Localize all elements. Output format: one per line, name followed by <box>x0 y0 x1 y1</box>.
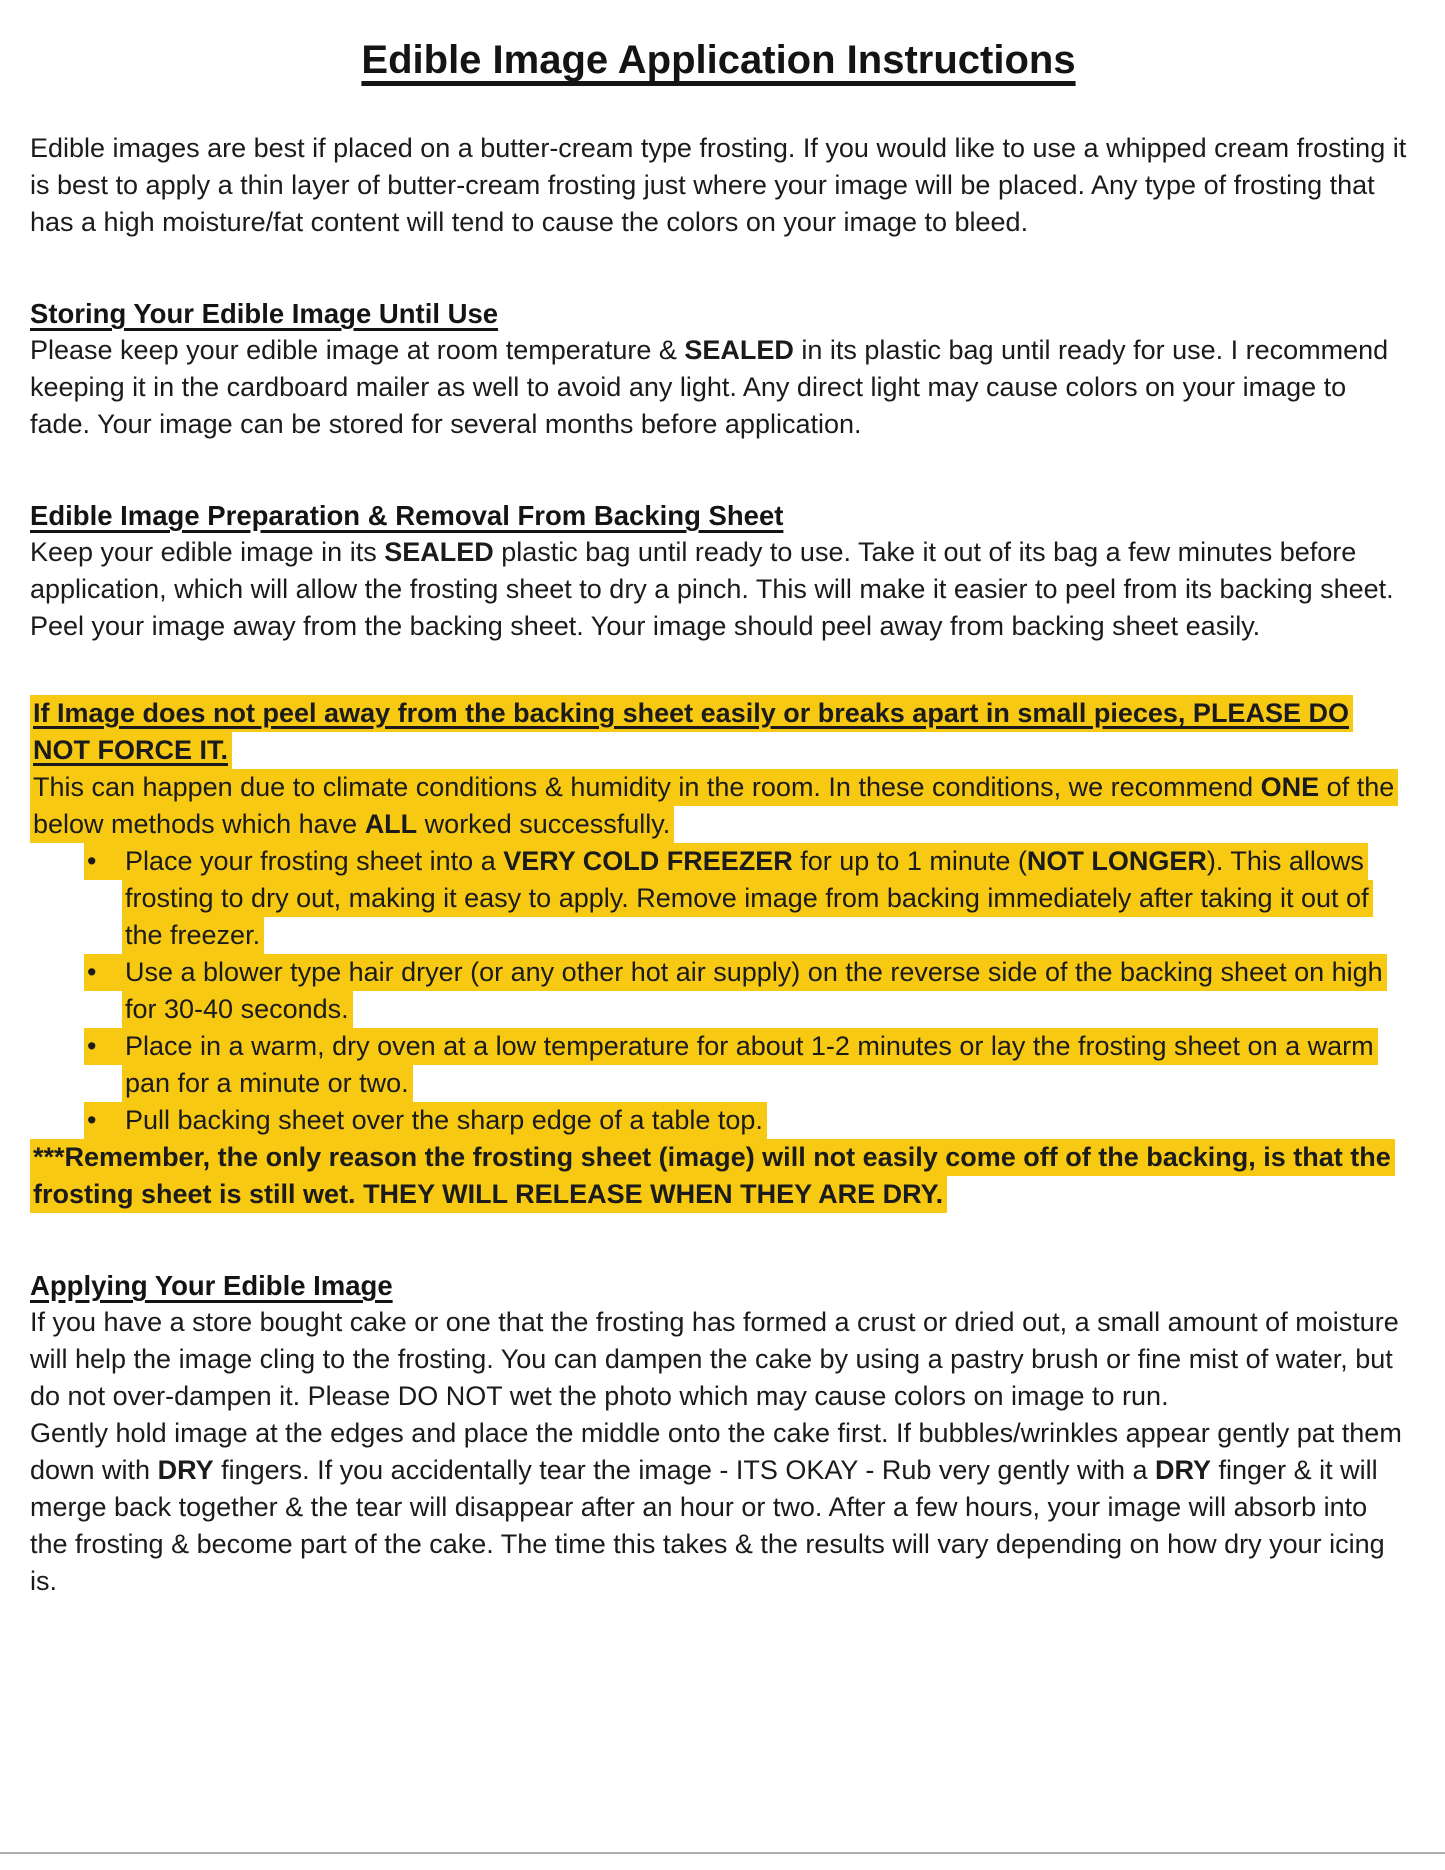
warning-text-bold: ALL <box>364 809 418 839</box>
bullet-text-run: Use a blower type hair dryer (or any other hot air supply) on the reverse side of the backing sheet on high for 30-40 seconds. <box>125 957 1383 1024</box>
bullet-icon: • <box>87 1105 97 1135</box>
bullet-highlight <box>84 1102 767 1139</box>
storing-text: in its plastic bag until ready for use. I recommend keeping it in the cardboard mailer as well to avoid any light. Any direct light may cause colors on your image to fade. Your image can be stored for several months before application. <box>30 335 1389 439</box>
warning-paragraph <box>30 769 1407 843</box>
bullet-item <box>30 1028 1407 1102</box>
bullet-text-run: Place in a warm, dry oven at a low temperature for about 1-2 minutes or lay the frosting sheet on a warm pan for a minute or two. <box>125 1031 1374 1098</box>
storing-paragraph <box>30 332 1407 443</box>
storing-text-bold: SEALED <box>684 335 794 365</box>
bullet-text-bold: VERY COLD FREEZER <box>503 846 793 876</box>
bullet-item <box>30 843 1407 954</box>
intro-paragraph <box>30 130 1407 241</box>
storing-text: Please keep your edible image at room temperature & <box>30 335 685 365</box>
applying-text-bold: DRY <box>1155 1455 1212 1485</box>
section-preparation <box>30 497 1407 645</box>
preparation-text: Keep your edible image in its <box>30 537 385 567</box>
applying-text-run: fingers. If you accidentally tear the image - ITS OKAY - Rub very gently with a <box>213 1455 1156 1485</box>
preparation-heading-text: Edible Image Preparation & Removal From Backing Sheet <box>30 500 784 531</box>
bullet-text-bold: NOT LONGER <box>1026 846 1207 876</box>
warning-lead-text: If Image does not peel away from the backing sheet easily or breaks apart in small pieces, PLEASE DO NOT FORCE IT. <box>30 695 1353 769</box>
section-applying <box>30 1267 1407 1600</box>
intro-text: Edible images are best if placed on a butter-cream type frosting. If you would like to use a whipped cream frosting it is best to apply a thin layer of butter-cream frosting just where your image will be placed. Any type of frosting that has a high moisture/fat content will tend to cause the colors on your image to bleed. <box>30 133 1407 237</box>
warning-text-run: worked successfully. <box>417 809 671 839</box>
applying-paragraph-2 <box>30 1415 1407 1600</box>
warning-text-bold: ONE <box>1260 772 1320 802</box>
section-storing <box>30 295 1407 443</box>
warning-text-run: of the below methods which have <box>33 772 1395 839</box>
bullet-highlight <box>84 1028 1378 1102</box>
applying-paragraph-1 <box>30 1304 1407 1415</box>
bullet-icon: • <box>87 957 97 987</box>
page-title-text: Edible Image Application Instructions <box>361 38 1076 82</box>
preparation-text: plastic bag until ready to use. Take it out of its bag a few minutes before application, which will allow the frosting sheet to dry a pinch. This will make it easier to peel from its backing sheet. Peel your image away from the backing sheet. Your image should peel away from backing sheet easily. <box>30 537 1394 641</box>
page-bottom-scan-line <box>0 1852 1445 1854</box>
preparation-paragraph <box>30 534 1407 645</box>
page-title <box>30 34 1407 86</box>
bullet-highlight <box>84 954 1387 1028</box>
bullet-icon: • <box>87 1031 97 1061</box>
bullet-highlight <box>84 843 1373 954</box>
remember-text: ***Remember, the only reason the frosting sheet (image) will not easily come off of the backing, is that the frosting sheet is still wet. THEY WILL RELEASE WHEN THEY ARE DRY. <box>30 1139 1395 1213</box>
preparation-heading <box>30 497 1407 534</box>
warning-text <box>30 769 1398 843</box>
bullet-item <box>30 1102 1407 1139</box>
warning-text-run: This can happen due to climate conditions & humidity in the room. In these conditions, we recommend <box>33 772 1261 802</box>
applying-heading-text: Applying Your Edible Image <box>30 1270 393 1301</box>
applying-heading <box>30 1267 1407 1304</box>
bullet-text-run: Place your frosting sheet into a <box>125 846 504 876</box>
bullet-text-run: Pull backing sheet over the sharp edge of a table top. <box>125 1105 763 1135</box>
applying-text-bold: DRY <box>157 1455 214 1485</box>
bullet-list <box>30 843 1407 1139</box>
remember-paragraph <box>30 1139 1407 1213</box>
applying-text: If you have a store bought cake or one that the frosting has formed a crust or dried out, a small amount of moisture will help the image cling to the frosting. You can dampen the cake by using a pastry brush or fine mist of water, but do not over-dampen it. Please DO NOT wet the photo which may cause colors on image to run. <box>30 1307 1399 1411</box>
applying-text-run: finger & it will merge back together & the tear will disappear after an hour or two. After a few hours, your image will absorb into the frosting & become part of the cake. The time this takes & the results will vary depending on how dry your icing is. <box>30 1455 1385 1596</box>
section-warning-highlighted <box>30 695 1407 1213</box>
bullet-text-run: ). This allows frosting to dry out, making it easy to apply. Remove image from backing immediately after taking it out of the freezer. <box>125 846 1369 950</box>
warning-lead-paragraph <box>30 695 1407 769</box>
bullet-item <box>30 954 1407 1028</box>
applying-text-run: Gently hold image at the edges and place the middle onto the cake first. If bubbles/wrinkles appear gently pat them down with <box>30 1418 1402 1485</box>
storing-heading <box>30 295 1407 332</box>
preparation-text-bold: SEALED <box>384 537 494 567</box>
storing-heading-text: Storing Your Edible Image Until Use <box>30 298 499 329</box>
bullet-text-run: for up to 1 minute ( <box>792 846 1027 876</box>
bullet-icon: • <box>87 846 97 876</box>
